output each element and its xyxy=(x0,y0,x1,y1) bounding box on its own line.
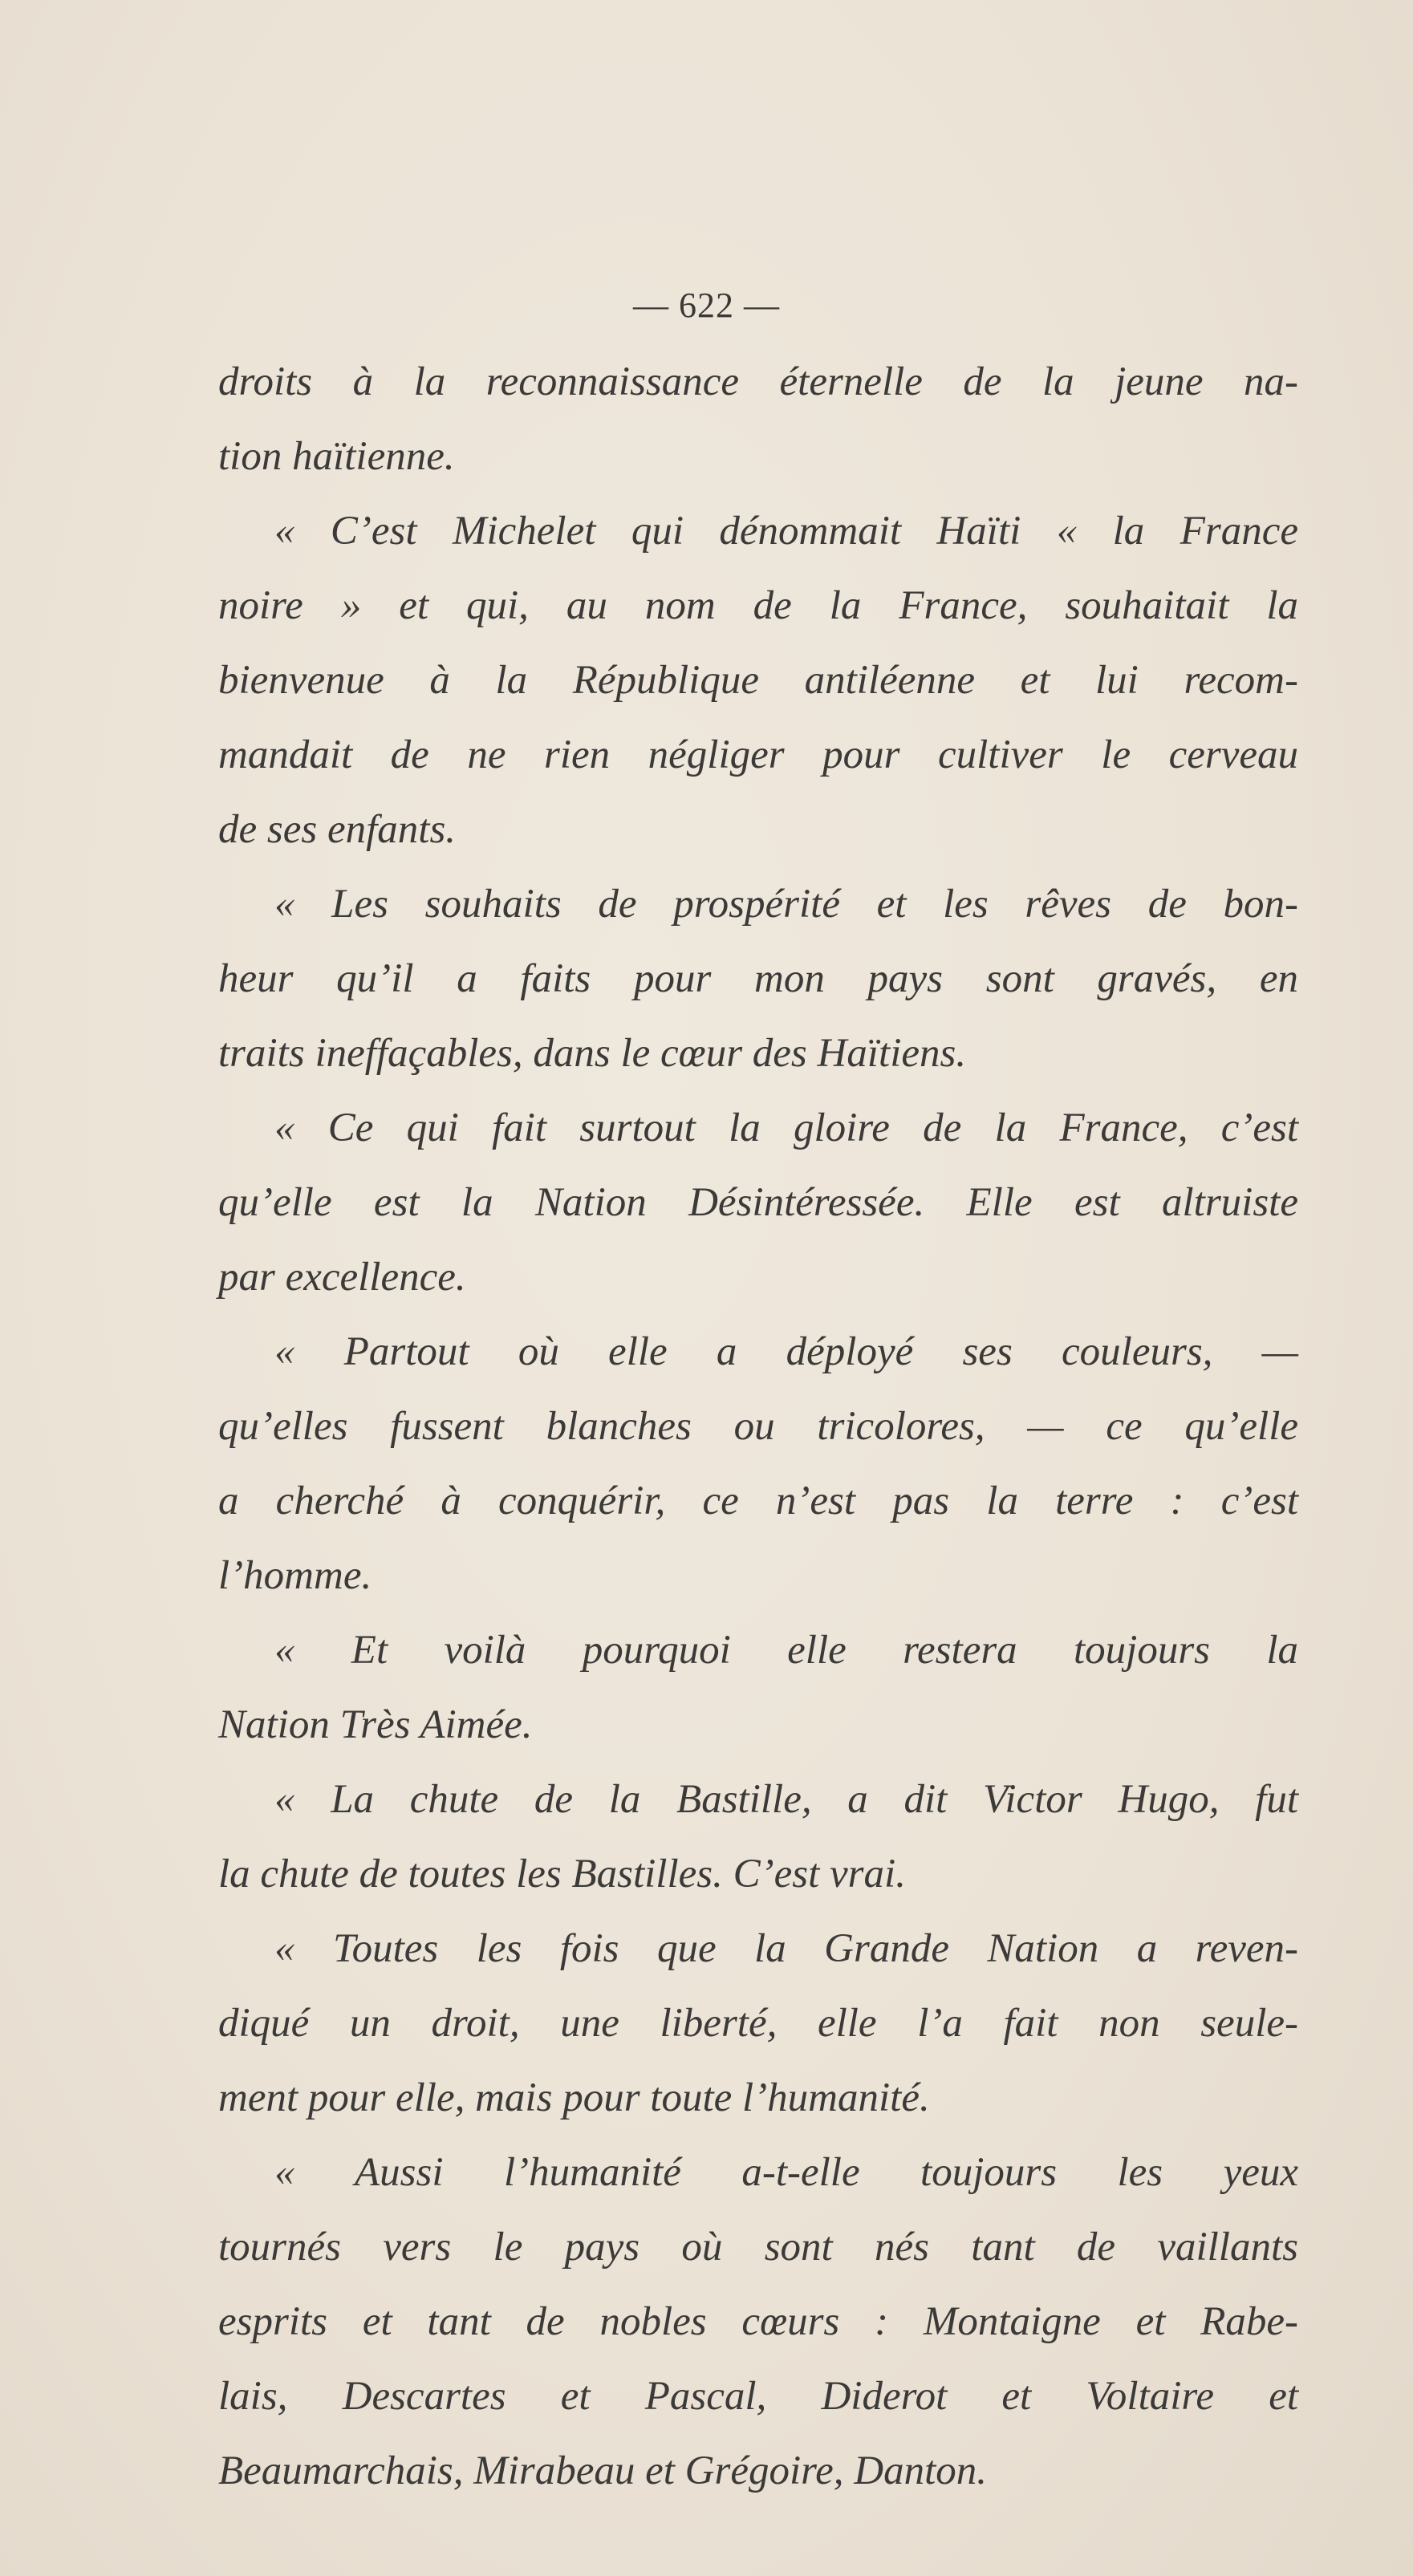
text-line: tion haïtienne. xyxy=(218,434,455,479)
text-line: qu’elles fussent blanches ou tricolores, — ce qu’elle xyxy=(218,1404,1298,1449)
text-line: de ses enfants. xyxy=(218,807,457,852)
text-line: a cherché à conquérir, ce n’est pas la terre : c’est xyxy=(218,1479,1298,1523)
text-line: l’homme. xyxy=(218,1553,372,1598)
text-line: Nation Très Aimée. xyxy=(218,1702,533,1747)
text-line: tournés vers le pays où sont nés tant de vaillants xyxy=(218,2225,1298,2270)
text-line: heur qu’il a faits pour mon pays sont gravés, en xyxy=(218,956,1298,1001)
text-line: droits à la reconnaissance éternelle de la jeune na- xyxy=(218,359,1298,404)
text-line: « La chute de la Bastille, a dit Victor Hugo, fut xyxy=(274,1777,1298,1822)
text-line: traits ineffaçables, dans le cœur des Haïtiens. xyxy=(218,1031,967,1076)
body-text xyxy=(218,345,1298,2509)
text-line: esprits et tant de nobles cœurs : Montaigne et Rabe- xyxy=(218,2299,1298,2344)
text-line: « Ce qui fait surtout la gloire de la France, c’est xyxy=(274,1105,1298,1150)
text-line: qu’elle est la Nation Désintéressée. Elle est altruiste xyxy=(218,1180,1298,1225)
page-number: — 622 — xyxy=(633,286,780,325)
text-line: « Partout où elle a déployé ses couleurs, — xyxy=(274,1329,1298,1374)
text-line: « Aussi l’humanité a-t-elle toujours les yeux xyxy=(274,2150,1298,2195)
text-line: lais, Descartes et Pascal, Diderot et Voltaire et xyxy=(218,2374,1298,2419)
text-line: par excellence. xyxy=(218,1255,466,1300)
text-line: Beaumarchais, Mirabeau et Grégoire, Danton. xyxy=(218,2448,987,2493)
text-line: ment pour elle, mais pour toute l’humanité. xyxy=(218,2075,930,2120)
text-line: « Les souhaits de prospérité et les rêves de bon- xyxy=(274,882,1298,927)
text-line: la chute de toutes les Bastilles. C’est vrai. xyxy=(218,1852,906,1897)
text-line: « Toutes les fois que la Grande Nation a reven- xyxy=(274,1926,1298,1971)
text-line: mandait de ne rien négliger pour cultiver le cerveau xyxy=(218,732,1298,777)
text-line: « C’est Michelet qui dénommait Haïti « la France xyxy=(274,509,1298,554)
text-line: diqué un droit, une liberté, elle l’a fait non seule- xyxy=(218,2001,1298,2046)
text-line: noire » et qui, au nom de la France, souhaitait la xyxy=(218,583,1298,628)
text-line: bienvenue à la République antiléenne et lui recom- xyxy=(218,658,1298,703)
text-line: « Et voilà pourquoi elle restera toujours la xyxy=(274,1628,1298,1673)
